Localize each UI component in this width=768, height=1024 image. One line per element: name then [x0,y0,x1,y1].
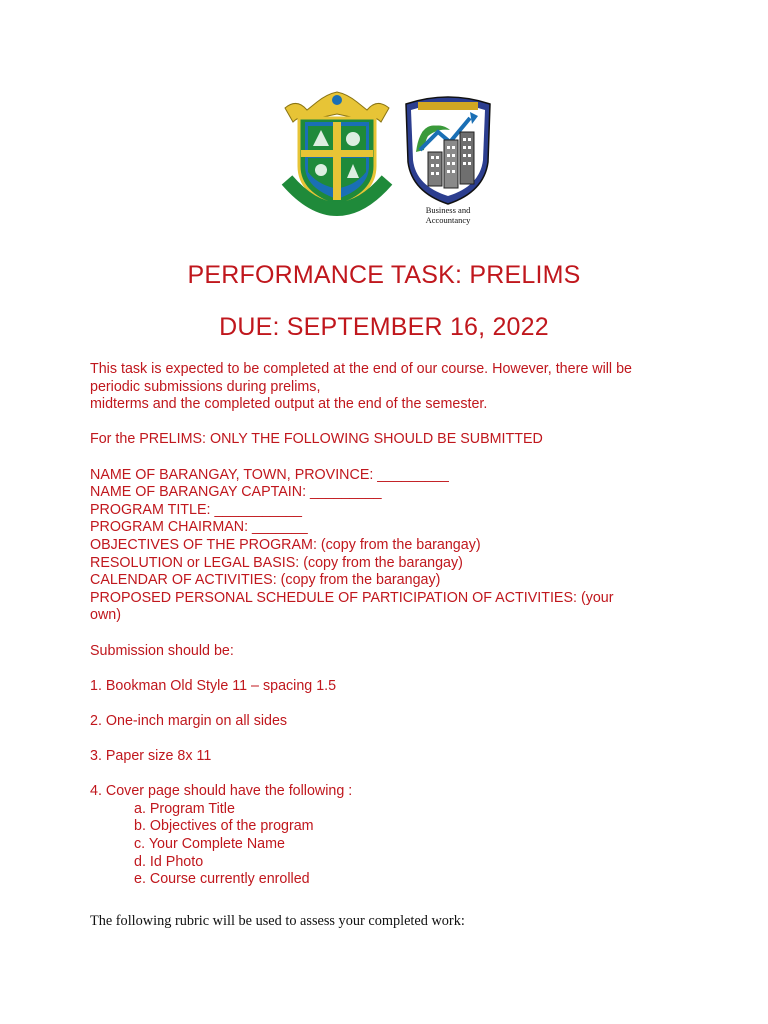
submission-item: 3. Paper size 8x 11 [90,748,212,765]
holy-name-university-seal [277,88,397,228]
submission-item: 4. Cover page should have the following : [90,783,353,800]
cover-page-item: d. Id Photo [134,853,204,870]
submission-item: 2. One-inch margin on all sides [90,712,288,729]
cover-page-item: a. Program Title [134,800,235,817]
cover-page-item: e. Course currently enrolled [134,871,310,888]
college-logo-caption-line1: Business and [425,205,471,215]
submission-item: 1. Bookman Old Style 11 – spacing 1.5 [90,677,337,694]
cover-page-item: b. Objectives of the program [134,818,314,835]
business-accountancy-seal [398,92,498,232]
due-date-heading: DUE: SEPTEMBER 16, 2022 [219,313,549,341]
requirement-item: PROGRAM CHAIRMAN: _______ [90,519,308,536]
requirement-item: CALENDAR OF ACTIVITIES: (copy from the barangay) [90,572,441,589]
prelims-note: For the PRELIMS: ONLY THE FOLLOWING SHOULD BE SUBMITTED [90,431,543,448]
requirement-item: PROGRAM TITLE: ___________ [90,501,302,518]
college-logo-caption-line2: Accountancy [425,215,471,225]
requirement-item: OBJECTIVES OF THE PROGRAM: (copy from the barangay) [90,536,481,553]
requirement-item: NAME OF BARANGAY CAPTAIN: _________ [90,484,382,501]
rubric-note: The following rubric will be used to assess your completed work: [90,913,465,929]
submission-heading: Submission should be: [90,642,234,659]
task-instructions [90,361,690,889]
requirement-item: RESOLUTION or LEGAL BASIS: (copy from the barangay) [90,554,463,571]
intro-line: periodic submissions during prelims, [90,378,321,395]
logo-row [0,88,768,233]
document-title: PERFORMANCE TASK: PRELIMS [187,261,581,289]
requirement-item: NAME OF BARANGAY, TOWN, PROVINCE: _________ [90,466,449,483]
intro-line: This task is expected to be completed at the end of our course. However, there will be [90,361,632,377]
requirement-item: own) [90,607,121,624]
cover-page-item: c. Your Complete Name [134,836,285,853]
requirement-item: PROPOSED PERSONAL SCHEDULE OF PARTICIPATION OF ACTIVITIES: (your [90,589,614,606]
intro-line: midterms and the completed output at the end of the semester. [90,396,488,413]
